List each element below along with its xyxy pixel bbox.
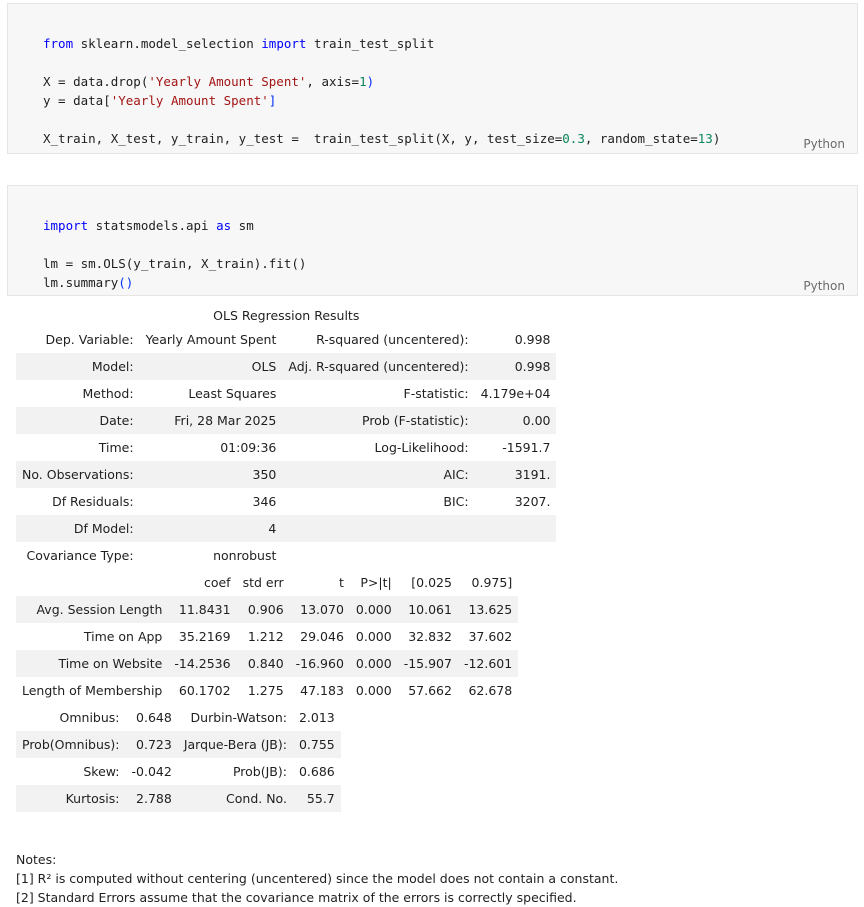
table-cell: 346	[252, 494, 277, 509]
table-cell: -14.2536	[174, 656, 231, 671]
note-1: [1] R² is computed without centering (uncentered) since the model does not contain a constant.	[16, 871, 619, 886]
table-cell: 13.625	[468, 602, 513, 617]
table-cell: Method:	[82, 386, 134, 401]
table-cell: 11.8431	[178, 602, 231, 617]
table-cell: Prob (F-statistic):	[362, 413, 469, 428]
table-row	[16, 488, 556, 515]
table-cell: Log-Likelihood:	[374, 440, 469, 455]
table-cell: 2.013	[298, 710, 335, 725]
diagnostics-table	[16, 704, 341, 812]
number-literal: 1	[359, 74, 367, 89]
number-literal: 0.3	[562, 131, 585, 146]
table-cell	[475, 542, 557, 569]
table-cell: 3191.	[514, 467, 551, 482]
keyword: import	[43, 218, 89, 233]
table-cell: 0.000	[355, 602, 392, 617]
table-cell: Durbin-Watson:	[190, 710, 287, 725]
code-editor[interactable]	[43, 15, 720, 148]
table-cell	[282, 515, 474, 542]
table-cell: Yearly Amount Spent	[145, 332, 277, 347]
table-cell: Fri, 28 Mar 2025	[174, 413, 277, 428]
table-cell: AIC:	[443, 467, 469, 482]
table-cell: BIC:	[443, 494, 469, 509]
summary-top-table	[16, 306, 556, 569]
table-cell: F-statistic:	[403, 386, 469, 401]
table-cell: 47.183	[300, 683, 344, 698]
paren: )	[712, 131, 721, 146]
code-line: lm = sm.OLS(y_train, X_train).fit()	[43, 256, 307, 271]
table-cell: 13.070	[300, 602, 344, 617]
code-text: , axis=	[306, 74, 360, 89]
table-cell: 2.788	[136, 791, 172, 806]
code-text: y = data[	[43, 93, 111, 108]
table-cell: No. Observations:	[22, 467, 134, 482]
table-cell: Time:	[98, 440, 134, 455]
table-cell: R-squared (uncentered):	[316, 332, 469, 347]
table-cell: -15.907	[403, 656, 452, 671]
code-line	[43, 131, 720, 146]
table-cell: 0.998	[514, 359, 551, 374]
table-cell: Avg. Session Length	[36, 602, 163, 617]
table-row	[16, 380, 556, 407]
identifier: train_test_split	[306, 36, 435, 51]
table-cell: Omnibus:	[59, 710, 120, 725]
table-cell: 0.000	[355, 629, 392, 644]
string-literal: 'Yearly Amount Spent'	[148, 74, 307, 89]
code-editor[interactable]	[43, 197, 306, 292]
keyword: import	[261, 36, 307, 51]
table-cell: 0.000	[355, 683, 392, 698]
column-header: coef	[203, 575, 231, 590]
table-cell: 32.832	[408, 629, 452, 644]
table-cell: Length of Membership	[22, 683, 163, 698]
cell-language-label[interactable]: Python	[803, 137, 845, 151]
notes-title: Notes:	[16, 852, 57, 867]
table-cell: Kurtosis:	[65, 791, 120, 806]
identifier: sm	[231, 218, 254, 233]
table-cell: 29.046	[300, 629, 344, 644]
module-name: statsmodels.api	[88, 218, 217, 233]
table-cell: Adj. R-squared (uncentered):	[288, 359, 469, 374]
code-cell-2[interactable]	[7, 185, 858, 296]
code-text: , random_state=	[584, 131, 698, 146]
notes	[16, 850, 618, 907]
table-row	[16, 596, 518, 623]
code-cell-1[interactable]	[7, 3, 858, 154]
code-line	[43, 275, 133, 290]
table-cell: 1.212	[247, 629, 284, 644]
table-row	[16, 785, 341, 812]
table-cell: 37.602	[468, 629, 513, 644]
keyword: from	[43, 36, 74, 51]
table-row	[16, 515, 556, 542]
table-cell: 0.648	[136, 710, 172, 725]
coef-table	[16, 569, 518, 704]
table-cell: 0.723	[136, 737, 172, 752]
column-header: 0.975]	[471, 575, 513, 590]
table-row	[16, 407, 556, 434]
table-cell: -1591.7	[502, 440, 551, 455]
table-cell: 35.2169	[178, 629, 231, 644]
coef-header-row	[16, 569, 518, 596]
table-row	[16, 650, 518, 677]
table-cell: 4	[268, 521, 277, 536]
table-cell: OLS	[251, 359, 277, 374]
summary-caption: OLS Regression Results	[213, 308, 360, 323]
bracket: ]	[268, 93, 277, 108]
table-row	[16, 353, 556, 380]
code-text: lm.summary	[43, 275, 119, 290]
note-2: [2] Standard Errors assume that the covariance matrix of the errors is correctly specified.	[16, 890, 577, 905]
table-cell: Time on App	[83, 629, 163, 644]
table-cell: -0.042	[131, 764, 172, 779]
column-header: std err	[242, 575, 284, 590]
code-text: X_train, X_test, y_train, y_test = train_test_split(X, y, test_size=	[43, 131, 563, 146]
table-cell	[475, 515, 557, 542]
table-row	[16, 758, 341, 785]
table-cell: Df Model:	[73, 521, 134, 536]
table-cell: 3207.	[514, 494, 551, 509]
paren: )	[366, 74, 375, 89]
column-header	[16, 569, 168, 596]
table-cell: 350	[252, 467, 277, 482]
table-cell: 0.686	[298, 764, 335, 779]
table-cell: -16.960	[295, 656, 344, 671]
code-line	[43, 218, 254, 233]
table-row	[16, 434, 556, 461]
table-row	[16, 461, 556, 488]
table-cell: Dep. Variable:	[45, 332, 134, 347]
column-header: P>|t|	[360, 575, 392, 590]
table-cell: 1.275	[247, 683, 284, 698]
keyword: as	[216, 218, 232, 233]
table-cell: 4.179e+04	[480, 386, 551, 401]
table-cell: 0.755	[298, 737, 335, 752]
table-cell: Jarque-Bera (JB):	[183, 737, 287, 752]
table-row	[16, 542, 556, 569]
table-cell: 60.1702	[178, 683, 231, 698]
column-header: [0.025	[411, 575, 452, 590]
table-cell: Prob(Omnibus):	[22, 737, 120, 752]
table-cell: nonrobust	[213, 548, 277, 563]
table-cell: -12.601	[463, 656, 513, 671]
table-cell: 10.061	[408, 602, 452, 617]
table-cell: 55.7	[306, 791, 335, 806]
code-text: X = data.drop(	[43, 74, 149, 89]
table-cell: Prob(JB):	[232, 764, 287, 779]
table-cell: Df Residuals:	[52, 494, 134, 509]
table-cell	[282, 542, 474, 569]
column-header: t	[339, 575, 344, 590]
cell-language-label[interactable]: Python	[803, 279, 845, 293]
module-name: sklearn.model_selection	[73, 36, 262, 51]
paren: ()	[118, 275, 134, 290]
table-row	[16, 704, 341, 731]
table-cell: 0.00	[522, 413, 551, 428]
table-cell: Covariance Type:	[26, 548, 134, 563]
table-cell: Cond. No.	[226, 791, 287, 806]
table-cell: 0.000	[355, 656, 392, 671]
table-cell: 62.678	[468, 683, 513, 698]
table-cell: Time on Website	[58, 656, 163, 671]
table-cell: 01:09:36	[220, 440, 277, 455]
table-row	[16, 731, 341, 758]
table-row	[16, 623, 518, 650]
code-line	[43, 74, 374, 89]
code-line	[43, 36, 434, 51]
table-cell: 0.840	[247, 656, 284, 671]
table-cell: Skew:	[83, 764, 120, 779]
number-literal: 13	[697, 131, 713, 146]
table-cell: Model:	[91, 359, 134, 374]
table-row	[16, 677, 518, 704]
table-cell: Date:	[99, 413, 134, 428]
code-line	[43, 93, 276, 108]
table-cell: 0.906	[247, 602, 284, 617]
table-cell: 0.998	[514, 332, 551, 347]
cell-output	[16, 306, 556, 812]
table-cell: 57.662	[408, 683, 452, 698]
table-row	[16, 326, 556, 353]
string-literal: 'Yearly Amount Spent'	[110, 93, 269, 108]
table-cell: Least Squares	[188, 386, 277, 401]
